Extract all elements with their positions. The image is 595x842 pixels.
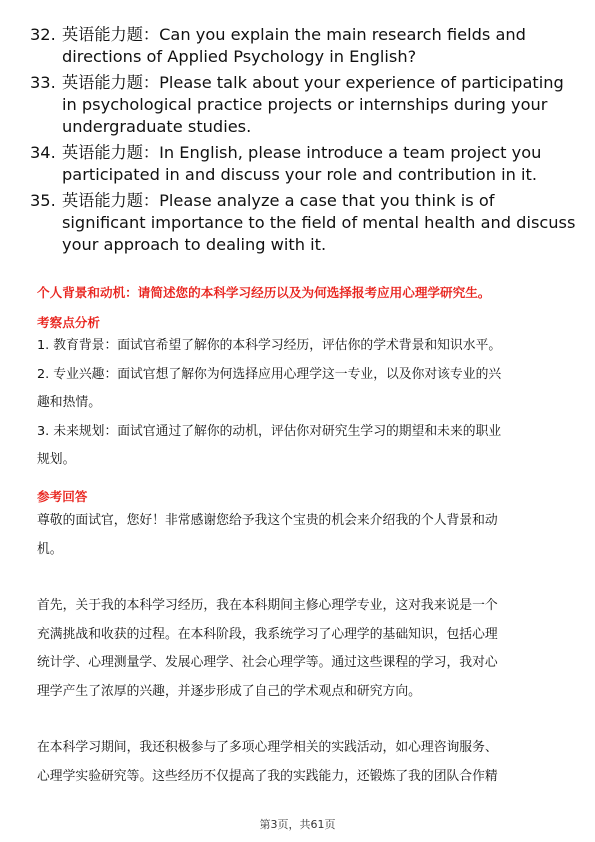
analysis-item (37, 418, 559, 475)
question-item (0, 190, 595, 256)
question-item (0, 72, 595, 138)
answer-paragraph (37, 734, 559, 791)
question-text-line: 英语能力题：Please analyze a case that you think is of (62, 191, 495, 210)
analysis-line: 3. 未来规划：面试官通过了解你的动机，评估你对研究生学习的期望和未来的职业 (37, 423, 502, 439)
analysis-list (37, 332, 559, 475)
question-text-line: undergraduate studies. (62, 117, 252, 136)
section-title: 个人背景和动机：请简述您的本科学习经历以及为何选择报考应用心理学研究生。 (37, 285, 491, 300)
answer-line: 在本科学习期间，我还积极参与了多项心理学相关的实践活动，如心理咨询服务、 (37, 740, 498, 755)
answer-line: 心理学实验研究等。这些经历不仅提高了我的实践能力，还锻炼了我的团队合作精 (37, 768, 498, 784)
answer-line: 充满挑战和收获的过程。在本科阶段，我系统学习了心理学的基础知识，包括心理 (37, 626, 498, 642)
analysis-item (37, 361, 559, 418)
question-list (0, 24, 595, 260)
analysis-line: 2. 专业兴趣：面试官想了解你为何选择应用心理学这一专业，以及你对该专业的兴 (37, 366, 502, 382)
question-item (0, 24, 595, 68)
question-number: 35. (30, 191, 56, 210)
question-text-line: participated in and discuss your role and contribution in it. (62, 165, 537, 184)
answer-line: 首先，关于我的本科学习经历，我在本科期间主修心理学专业，这对我来说是一个 (37, 598, 498, 613)
analysis-line: 规划。 (37, 452, 76, 467)
question-number: 34. (30, 143, 56, 162)
question-text-line: directions of Applied Psychology in English? (62, 47, 417, 66)
question-number: 33. (30, 73, 56, 92)
question-number: 32. (30, 25, 56, 44)
question-text-line: in psychological practice projects or internships during your (62, 95, 548, 114)
question-text-line: your approach to dealing with it. (62, 235, 327, 254)
page-footer: 第3页，共61页 (259, 818, 336, 831)
answer-paragraph (37, 507, 559, 564)
question-text-line: 英语能力题：Can you explain the main research fields and (62, 25, 526, 44)
question-text-line: 英语能力题：In English, please introduce a team project you (62, 143, 542, 162)
answer-heading: 参考回答 (37, 489, 88, 504)
answer-paragraph (37, 592, 559, 706)
answer-line: 理学产生了浓厚的兴趣，并逐步形成了自己的学术观点和研究方向。 (37, 683, 421, 699)
question-text-line: significant importance to the field of mental health and discuss (62, 213, 576, 232)
analysis-item (37, 332, 559, 361)
answer-line: 尊敬的面试官，您好！非常感谢您给予我这个宝贵的机会来介绍我的个人背景和动 (37, 513, 498, 528)
answer-line: 统计学、心理测量学、发展心理学、社会心理学等。通过这些课程的学习，我对心 (37, 655, 498, 670)
question-item (0, 142, 595, 186)
question-text-line: 英语能力题：Please talk about your experience of participating (62, 73, 564, 92)
analysis-heading: 考察点分析 (37, 315, 100, 330)
analysis-line: 趣和热情。 (37, 395, 101, 410)
answer-line: 机。 (37, 541, 63, 557)
analysis-line: 1. 教育背景：面试官希望了解你的本科学习经历，评估你的学术背景和知识水平。 (37, 338, 502, 353)
